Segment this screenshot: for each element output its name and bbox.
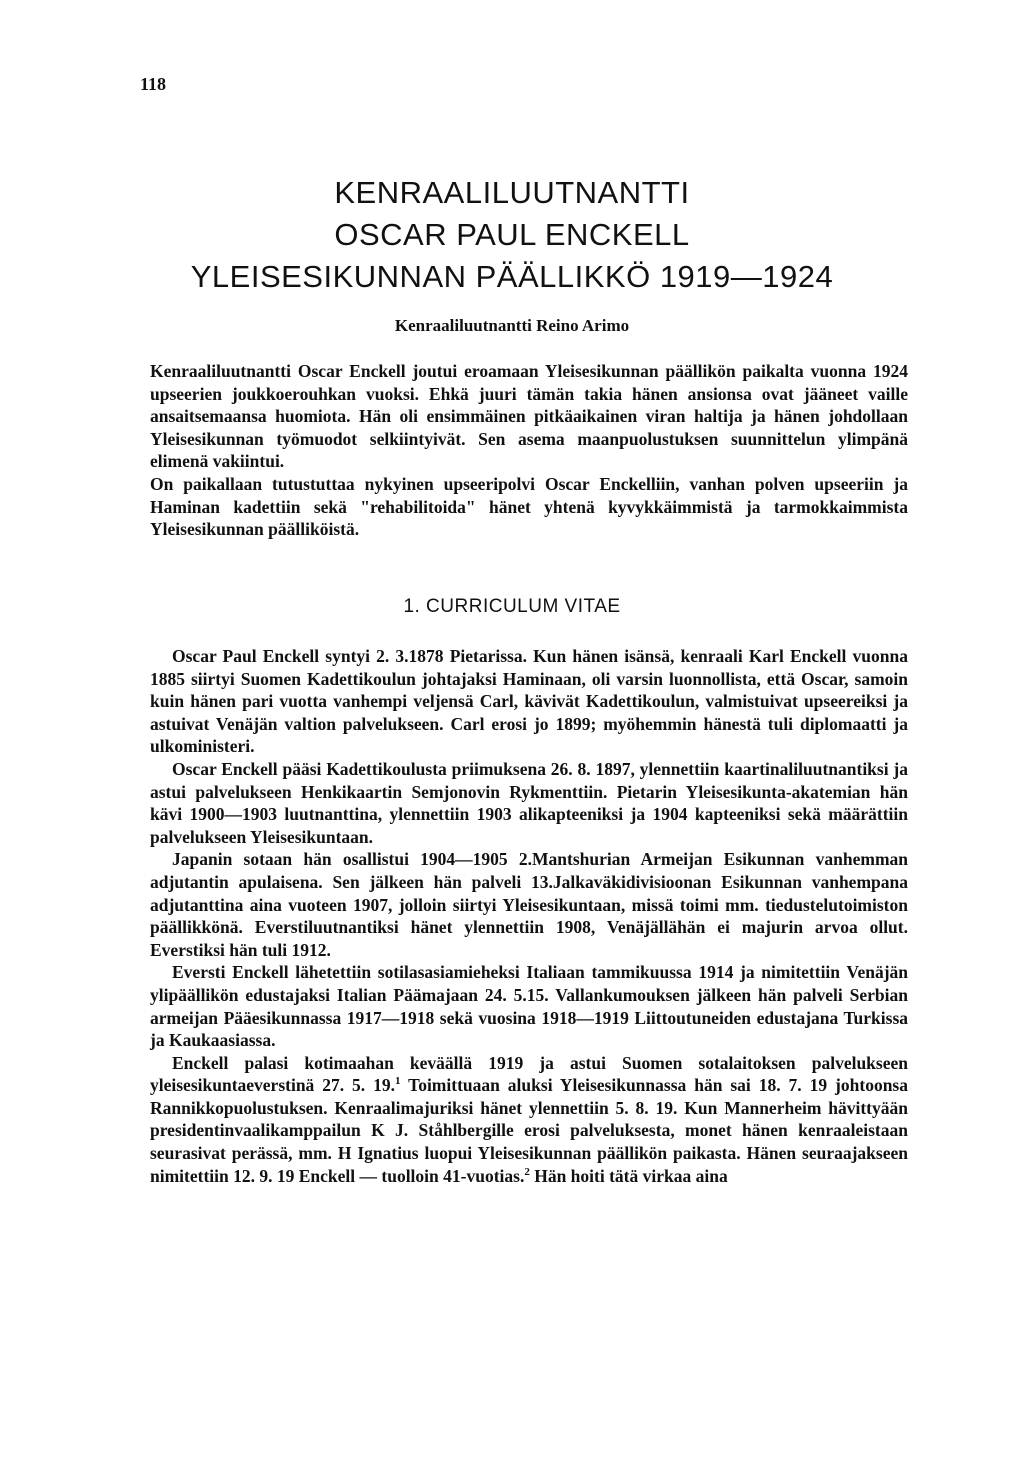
- body-paragraph: Oscar Paul Enckell syntyi 2. 3.1878 Pietarissa. Kun hänen isänsä, kenraali Karl Enckell vuonna 1885 siirtyi Suomen Kadettikoulun johtajaksi Haminaan, oli varsin luonnollista, että Oscar, samoin kuin hänen pari vuotta vanhempi veljensä Carl, kävivät Kadettikoulun, valmistuivat upseereiksi ja astuivat Venäjän valtion palvelukseen. Carl erosi jo 1899; myöhemmin hänestä tuli diplomaatti ja ulkoministeri.: [150, 646, 908, 757]
- footnote-marker: 2: [524, 1165, 530, 1178]
- author-byline: Kenraaliluutnantti Reino Arimo: [394, 316, 630, 335]
- body-text: [150, 645, 908, 1187]
- footnote-marker: 1: [395, 1075, 401, 1088]
- page-number: 118: [140, 74, 167, 94]
- title-line-2: OSCAR PAUL ENCKELL: [334, 217, 690, 252]
- intro-paragraph: On paikallaan tutustuttaa nykyinen upseeripolvi Oscar Enckelliin, vanhan polven upseeriin ja Haminan kadettiin sekä "rehabilitoida" hänet yhtenä kyvykkäimmistä ja tarmokkaimmista Yleisesikunnan päälliköistä.: [150, 473, 908, 540]
- body-text-segment: Toimittuaan aluksi Yleisesikunnassa hän sai 18. 7. 19 johtoonsa Rannikkopuolustuksen. Kenraalimajuriksi hänet ylennettiin 5. 8. 19. Kun Mannerheim hävittyään presidentinvaalikamppailun K J. Ståhlbergille erosi palveluksesta, monet hänen kenraaleistaan seurasivat perässä, mm. H Ignatius luopui Yleisesikunnan päällikön paikasta. Hänen seuraajakseen nimitettiin 12. 9. 19 Enckell — tuolloin 41-vuotias.: [150, 1075, 908, 1186]
- article-title: [60, 172, 964, 298]
- intro-paragraph: Kenraaliluutnantti Oscar Enckell joutui eroamaan Yleisesikunnan päällikön paikalta vuonna 1924 upseerien joukkoerouhkan vuoksi. Ehkä juuri tämän takia hänen ansionsa ovat jääneet vaille ansaitsemaansa huomiota. Hän oli ensimmäinen pitkäaikainen viran haltija ja hänen johdollaan Yleisesikunnan työmuodot selkiintyivät. Sen asema maanpuolustuksen suunnittelun ylimpänä elimenä vakiintui.: [150, 361, 908, 472]
- body-text-segment: Enckell palasi kotimaahan keväällä 1919 ja astui Suomen sotalaitoksen palvelukseen yleisesikuntaeverstinä 27. 5. 19.: [150, 1052, 908, 1096]
- intro-text: [150, 360, 908, 541]
- title-line-1: KENRAALILUUTNANTTI: [334, 175, 690, 210]
- title-line-3: YLEISESIKUNNAN PÄÄLLIKKÖ 1919—1924: [190, 259, 834, 294]
- body-paragraph: [150, 1052, 908, 1188]
- section-heading: 1. CURRICULUM VITAE: [403, 596, 621, 617]
- body-paragraph: Oscar Enckell pääsi Kadettikoulusta priimuksena 26. 8. 1897, ylennettiin kaartinaliluutnantiksi ja astui palvelukseen Henkikaartin Semjonovin Rykmenttiin. Pietarin Yleisesikunta-akatemian hän kävi 1900—1903 luutnanttina, ylennettiin 1903 alikapteeniksi ja 1904 kapteeniksi sekä määrättiin palvelukseen Yleisesikuntaan.: [150, 758, 908, 847]
- body-paragraph: Japanin sotaan hän osallistui 1904—1905 2.Mantshurian Armeijan Esikunnan vanhemman adjutantin apulaisena. Sen jälkeen hän palveli 13.Jalkaväkidivisioonan Esikunnan vanhempana adjutanttina aina vuoteen 1907, jolloin siirtyi Yleisesikuntaan, missä toimi mm. tiedustelutoimiston päällikkönä. Everstiluutnantiksi hänet ylennettiin 1908, Venäjällähän ei majurin arvoa ollut. Everstiksi hän tuli 1912.: [150, 849, 908, 960]
- body-paragraph: Eversti Enckell lähetettiin sotilasasiamieheksi Italiaan tammikuussa 1914 ja nimitettiin Venäjän ylipäällikön edustajaksi Italian Päämajaan 24. 5.15. Vallankumouksen jälkeen hän palveli Serbian armeijan Pääesikunnassa 1917—1918 sekä vuosina 1918—1919 Liittoutuneiden edustajana Turkissa ja Kaukaasiassa.: [150, 962, 908, 1051]
- body-text-segment: Hän hoiti tätä virkaa aina: [529, 1165, 728, 1186]
